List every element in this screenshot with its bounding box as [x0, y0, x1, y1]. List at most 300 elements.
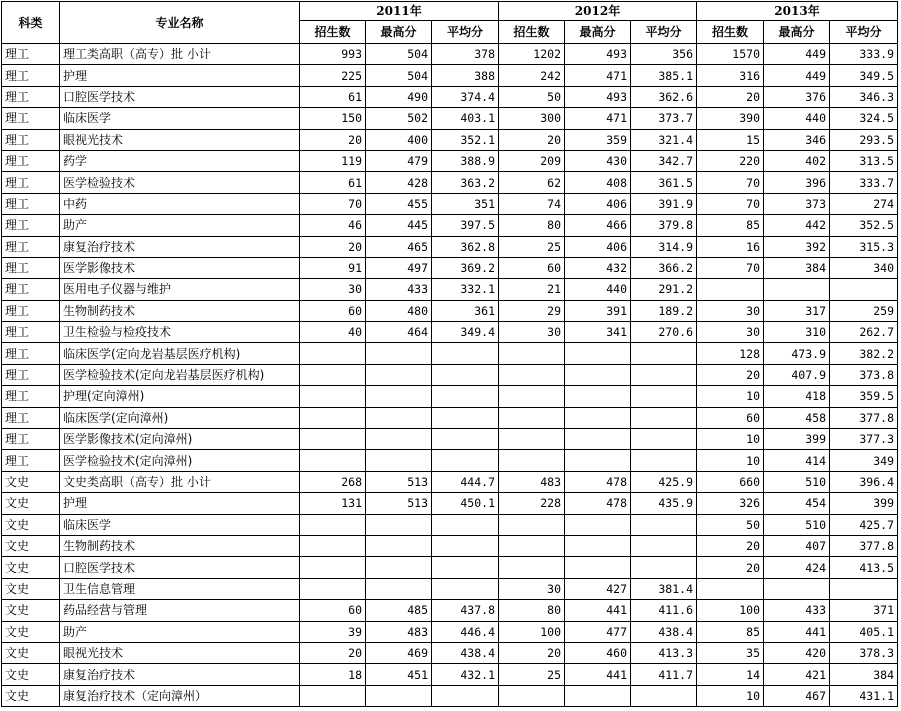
category-cell: 理工	[2, 364, 60, 385]
table-row	[2, 300, 898, 321]
max-score-cell: 420	[764, 642, 830, 663]
table-row	[2, 407, 898, 428]
max-score-cell: 406	[565, 236, 631, 257]
enroll-cell: 25	[499, 664, 565, 685]
max-score-cell: 510	[764, 471, 830, 492]
avg-score-cell: 259	[830, 300, 898, 321]
enroll-cell: 100	[499, 621, 565, 642]
max-score-cell: 376	[764, 86, 830, 107]
category-cell: 理工	[2, 44, 60, 65]
major-cell: 护理	[60, 65, 300, 86]
max-score-cell	[764, 578, 830, 599]
category-cell: 理工	[2, 407, 60, 428]
category-cell: 理工	[2, 150, 60, 171]
enroll-cell: 61	[300, 86, 366, 107]
max-score-cell	[366, 364, 432, 385]
header-category: 科类	[2, 2, 60, 44]
enroll-cell: 20	[697, 557, 764, 578]
avg-score-cell: 333.7	[830, 172, 898, 193]
max-score-cell: 466	[565, 215, 631, 236]
avg-score-cell: 446.4	[432, 621, 499, 642]
max-score-cell	[565, 514, 631, 535]
enroll-cell: 326	[697, 493, 764, 514]
max-score-cell: 392	[764, 236, 830, 257]
table-row	[2, 257, 898, 278]
table-row	[2, 172, 898, 193]
max-score-cell: 460	[565, 642, 631, 663]
max-score-cell: 440	[565, 279, 631, 300]
category-cell: 理工	[2, 193, 60, 214]
enroll-cell: 20	[499, 129, 565, 150]
max-score-cell: 359	[565, 129, 631, 150]
avg-score-cell: 379.8	[631, 215, 697, 236]
header-avg-score: 平均分	[432, 21, 499, 44]
avg-score-cell: 362.6	[631, 86, 697, 107]
major-cell: 助产	[60, 621, 300, 642]
enroll-cell: 242	[499, 65, 565, 86]
avg-score-cell	[432, 450, 499, 471]
max-score-cell: 467	[764, 685, 830, 706]
major-cell: 助产	[60, 215, 300, 236]
max-score-cell	[366, 386, 432, 407]
table-row	[2, 343, 898, 364]
avg-score-cell: 388	[432, 65, 499, 86]
major-cell: 中药	[60, 193, 300, 214]
category-cell: 理工	[2, 65, 60, 86]
avg-score-cell	[830, 279, 898, 300]
max-score-cell	[366, 450, 432, 471]
major-cell: 临床医学	[60, 514, 300, 535]
max-score-cell: 479	[366, 150, 432, 171]
major-cell: 医学影像技术	[60, 257, 300, 278]
table-row	[2, 514, 898, 535]
avg-score-cell: 315.3	[830, 236, 898, 257]
enroll-cell: 268	[300, 471, 366, 492]
avg-score-cell: 405.1	[830, 621, 898, 642]
max-score-cell: 478	[565, 471, 631, 492]
header-avg-score: 平均分	[631, 21, 697, 44]
avg-score-cell: 361.5	[631, 172, 697, 193]
max-score-cell	[565, 429, 631, 450]
table-row	[2, 685, 898, 706]
avg-score-cell: 444.7	[432, 471, 499, 492]
avg-score-cell: 270.6	[631, 322, 697, 343]
avg-score-cell: 385.1	[631, 65, 697, 86]
avg-score-cell: 274	[830, 193, 898, 214]
major-cell: 护理	[60, 493, 300, 514]
major-cell: 医学检验技术	[60, 172, 300, 193]
max-score-cell: 504	[366, 44, 432, 65]
enroll-cell	[300, 429, 366, 450]
category-cell: 理工	[2, 322, 60, 343]
enroll-cell	[300, 386, 366, 407]
table-row	[2, 44, 898, 65]
category-cell: 理工	[2, 386, 60, 407]
header-max-score: 最高分	[366, 21, 432, 44]
major-cell: 药品经营与管理	[60, 600, 300, 621]
max-score-cell: 442	[764, 215, 830, 236]
max-score-cell: 427	[565, 578, 631, 599]
avg-score-cell: 438.4	[432, 642, 499, 663]
max-score-cell: 473.9	[764, 343, 830, 364]
max-score-cell: 310	[764, 322, 830, 343]
category-cell: 文史	[2, 600, 60, 621]
avg-score-cell: 340	[830, 257, 898, 278]
table-row	[2, 642, 898, 663]
max-score-cell: 384	[764, 257, 830, 278]
table-row	[2, 493, 898, 514]
avg-score-cell: 262.7	[830, 322, 898, 343]
avg-score-cell: 381.4	[631, 578, 697, 599]
enroll-cell	[300, 343, 366, 364]
avg-score-cell: 291.2	[631, 279, 697, 300]
enroll-cell: 20	[499, 642, 565, 663]
max-score-cell: 402	[764, 150, 830, 171]
enroll-cell: 60	[300, 600, 366, 621]
max-score-cell: 483	[366, 621, 432, 642]
enroll-cell: 61	[300, 172, 366, 193]
avg-score-cell: 411.7	[631, 664, 697, 685]
major-cell: 生物制药技术	[60, 300, 300, 321]
avg-score-cell	[631, 429, 697, 450]
enroll-cell: 1570	[697, 44, 764, 65]
max-score-cell: 433	[764, 600, 830, 621]
avg-score-cell: 342.7	[631, 150, 697, 171]
max-score-cell: 432	[565, 257, 631, 278]
max-score-cell	[565, 386, 631, 407]
max-score-cell: 493	[565, 44, 631, 65]
enroll-cell: 60	[300, 300, 366, 321]
avg-score-cell: 349.4	[432, 322, 499, 343]
major-cell: 康复治疗技术	[60, 236, 300, 257]
table-row	[2, 621, 898, 642]
avg-score-cell: 366.2	[631, 257, 697, 278]
max-score-cell: 449	[764, 65, 830, 86]
enroll-cell: 21	[499, 279, 565, 300]
max-score-cell: 421	[764, 664, 830, 685]
category-cell: 文史	[2, 535, 60, 556]
avg-score-cell: 396.4	[830, 471, 898, 492]
avg-score-cell: 435.9	[631, 493, 697, 514]
enroll-cell: 20	[300, 642, 366, 663]
enroll-cell: 80	[499, 600, 565, 621]
header-max-score: 最高分	[764, 21, 830, 44]
enroll-cell: 30	[697, 322, 764, 343]
enroll-cell: 60	[697, 407, 764, 428]
max-score-cell: 407.9	[764, 364, 830, 385]
enroll-cell: 60	[499, 257, 565, 278]
max-score-cell	[565, 343, 631, 364]
header-year-2011: 2011年	[300, 2, 499, 21]
major-cell: 临床医学	[60, 108, 300, 129]
max-score-cell	[366, 429, 432, 450]
max-score-cell: 373	[764, 193, 830, 214]
avg-score-cell	[432, 343, 499, 364]
avg-score-cell: 349.5	[830, 65, 898, 86]
table-row	[2, 279, 898, 300]
enroll-cell: 119	[300, 150, 366, 171]
avg-score-cell	[631, 557, 697, 578]
enroll-cell: 74	[499, 193, 565, 214]
avg-score-cell: 391.9	[631, 193, 697, 214]
max-score-cell: 455	[366, 193, 432, 214]
max-score-cell	[565, 450, 631, 471]
category-cell: 文史	[2, 578, 60, 599]
enroll-cell	[697, 279, 764, 300]
max-score-cell: 513	[366, 493, 432, 514]
avg-score-cell: 373.8	[830, 364, 898, 385]
category-cell: 理工	[2, 86, 60, 107]
enroll-cell: 483	[499, 471, 565, 492]
avg-score-cell: 321.4	[631, 129, 697, 150]
max-score-cell: 408	[565, 172, 631, 193]
avg-score-cell: 413.3	[631, 642, 697, 663]
table-row	[2, 471, 898, 492]
table-row	[2, 86, 898, 107]
enroll-cell: 209	[499, 150, 565, 171]
category-cell: 理工	[2, 172, 60, 193]
avg-score-cell: 346.3	[830, 86, 898, 107]
enroll-cell: 20	[697, 364, 764, 385]
max-score-cell: 418	[764, 386, 830, 407]
enroll-cell	[499, 685, 565, 706]
max-score-cell: 464	[366, 322, 432, 343]
max-score-cell: 391	[565, 300, 631, 321]
avg-score-cell: 377.8	[830, 535, 898, 556]
avg-score-cell: 377.8	[830, 407, 898, 428]
avg-score-cell	[631, 450, 697, 471]
max-score-cell: 477	[565, 621, 631, 642]
avg-score-cell: 352.1	[432, 129, 499, 150]
enroll-cell: 50	[697, 514, 764, 535]
avg-score-cell: 332.1	[432, 279, 499, 300]
avg-score-cell	[631, 535, 697, 556]
header-year-2012: 2012年	[499, 2, 697, 21]
category-cell: 理工	[2, 300, 60, 321]
category-cell: 文史	[2, 471, 60, 492]
avg-score-cell: 425.9	[631, 471, 697, 492]
enroll-cell: 100	[697, 600, 764, 621]
avg-score-cell	[631, 364, 697, 385]
enroll-cell: 20	[300, 129, 366, 150]
enroll-cell: 131	[300, 493, 366, 514]
enroll-cell: 993	[300, 44, 366, 65]
max-score-cell	[366, 407, 432, 428]
table-row	[2, 364, 898, 385]
max-score-cell: 414	[764, 450, 830, 471]
max-score-cell: 465	[366, 236, 432, 257]
avg-score-cell: 437.8	[432, 600, 499, 621]
max-score-cell: 454	[764, 493, 830, 514]
enroll-cell: 70	[697, 172, 764, 193]
header-year-2013: 2013年	[697, 2, 898, 21]
enroll-cell	[300, 407, 366, 428]
enroll-cell: 20	[300, 236, 366, 257]
category-cell: 理工	[2, 215, 60, 236]
avg-score-cell: 371	[830, 600, 898, 621]
table-row	[2, 429, 898, 450]
avg-score-cell: 431.1	[830, 685, 898, 706]
avg-score-cell: 293.5	[830, 129, 898, 150]
avg-score-cell: 377.3	[830, 429, 898, 450]
enroll-cell: 30	[499, 578, 565, 599]
header-avg-score: 平均分	[830, 21, 898, 44]
category-cell: 文史	[2, 514, 60, 535]
enroll-cell: 91	[300, 257, 366, 278]
category-cell: 理工	[2, 429, 60, 450]
max-score-cell: 480	[366, 300, 432, 321]
enroll-cell: 35	[697, 642, 764, 663]
max-score-cell: 497	[366, 257, 432, 278]
max-score-cell: 485	[366, 600, 432, 621]
avg-score-cell: 438.4	[631, 621, 697, 642]
avg-score-cell	[432, 557, 499, 578]
avg-score-cell: 388.9	[432, 150, 499, 171]
enroll-cell	[300, 685, 366, 706]
enroll-cell: 300	[499, 108, 565, 129]
category-cell: 文史	[2, 642, 60, 663]
enroll-cell: 10	[697, 429, 764, 450]
major-cell: 眼视光技术	[60, 129, 300, 150]
avg-score-cell: 359.5	[830, 386, 898, 407]
major-cell: 理工类高职（高专）批 小计	[60, 44, 300, 65]
avg-score-cell: 374.4	[432, 86, 499, 107]
table-row	[2, 578, 898, 599]
max-score-cell	[565, 407, 631, 428]
avg-score-cell	[432, 429, 499, 450]
enroll-cell: 128	[697, 343, 764, 364]
avg-score-cell: 378	[432, 44, 499, 65]
max-score-cell: 513	[366, 471, 432, 492]
enroll-cell: 46	[300, 215, 366, 236]
max-score-cell: 449	[764, 44, 830, 65]
avg-score-cell: 363.2	[432, 172, 499, 193]
enroll-cell: 70	[697, 193, 764, 214]
avg-score-cell	[830, 578, 898, 599]
max-score-cell: 458	[764, 407, 830, 428]
max-score-cell: 440	[764, 108, 830, 129]
category-cell: 理工	[2, 279, 60, 300]
enroll-cell: 220	[697, 150, 764, 171]
header-enroll: 招生数	[499, 21, 565, 44]
avg-score-cell	[432, 386, 499, 407]
header-max-score: 最高分	[565, 21, 631, 44]
admission-score-table	[1, 1, 898, 707]
max-score-cell: 445	[366, 215, 432, 236]
avg-score-cell: 313.5	[830, 150, 898, 171]
max-score-cell	[366, 343, 432, 364]
table-row	[2, 150, 898, 171]
max-score-cell: 346	[764, 129, 830, 150]
max-score-cell: 471	[565, 108, 631, 129]
enroll-cell: 29	[499, 300, 565, 321]
enroll-cell: 39	[300, 621, 366, 642]
avg-score-cell: 411.6	[631, 600, 697, 621]
header-major: 专业名称	[60, 2, 300, 44]
enroll-cell: 85	[697, 215, 764, 236]
table-row	[2, 65, 898, 86]
category-cell: 文史	[2, 664, 60, 685]
enroll-cell: 1202	[499, 44, 565, 65]
table-row	[2, 600, 898, 621]
category-cell: 理工	[2, 236, 60, 257]
enroll-cell: 20	[697, 86, 764, 107]
table-row	[2, 129, 898, 150]
enroll-cell: 15	[697, 129, 764, 150]
max-score-cell	[764, 279, 830, 300]
max-score-cell	[366, 578, 432, 599]
max-score-cell: 317	[764, 300, 830, 321]
avg-score-cell: 333.9	[830, 44, 898, 65]
enroll-cell: 660	[697, 471, 764, 492]
enroll-cell	[499, 557, 565, 578]
max-score-cell: 406	[565, 193, 631, 214]
category-cell: 文史	[2, 685, 60, 706]
max-score-cell: 441	[565, 600, 631, 621]
enroll-cell: 10	[697, 685, 764, 706]
major-cell: 生物制药技术	[60, 535, 300, 556]
enroll-cell	[499, 514, 565, 535]
table-row	[2, 108, 898, 129]
enroll-cell	[300, 450, 366, 471]
max-score-cell: 493	[565, 86, 631, 107]
avg-score-cell: 361	[432, 300, 499, 321]
avg-score-cell	[631, 514, 697, 535]
major-cell: 康复治疗技术（定向漳州）	[60, 685, 300, 706]
avg-score-cell: 399	[830, 493, 898, 514]
avg-score-cell: 189.2	[631, 300, 697, 321]
avg-score-cell: 314.9	[631, 236, 697, 257]
enroll-cell	[300, 364, 366, 385]
enroll-cell	[499, 450, 565, 471]
enroll-cell	[300, 535, 366, 556]
max-score-cell: 478	[565, 493, 631, 514]
max-score-cell: 451	[366, 664, 432, 685]
major-cell: 护理(定向漳州)	[60, 386, 300, 407]
major-cell: 文史类高职（高专）批 小计	[60, 471, 300, 492]
avg-score-cell: 384	[830, 664, 898, 685]
max-score-cell: 400	[366, 129, 432, 150]
major-cell: 口腔医学技术	[60, 86, 300, 107]
enroll-cell	[499, 343, 565, 364]
category-cell: 文史	[2, 621, 60, 642]
enroll-cell: 50	[499, 86, 565, 107]
max-score-cell: 399	[764, 429, 830, 450]
avg-score-cell: 397.5	[432, 215, 499, 236]
enroll-cell: 150	[300, 108, 366, 129]
avg-score-cell: 356	[631, 44, 697, 65]
max-score-cell: 424	[764, 557, 830, 578]
enroll-cell: 30	[697, 300, 764, 321]
avg-score-cell: 425.7	[830, 514, 898, 535]
table-row	[2, 386, 898, 407]
max-score-cell	[565, 364, 631, 385]
enroll-cell: 18	[300, 664, 366, 685]
major-cell: 临床医学(定向漳州)	[60, 407, 300, 428]
avg-score-cell: 352.5	[830, 215, 898, 236]
table-row	[2, 557, 898, 578]
max-score-cell: 430	[565, 150, 631, 171]
header-row-years	[2, 2, 898, 21]
table-row	[2, 193, 898, 214]
enroll-cell: 85	[697, 621, 764, 642]
avg-score-cell	[432, 514, 499, 535]
enroll-cell	[300, 557, 366, 578]
enroll-cell: 316	[697, 65, 764, 86]
max-score-cell: 441	[565, 664, 631, 685]
major-cell: 药学	[60, 150, 300, 171]
enroll-cell	[300, 578, 366, 599]
